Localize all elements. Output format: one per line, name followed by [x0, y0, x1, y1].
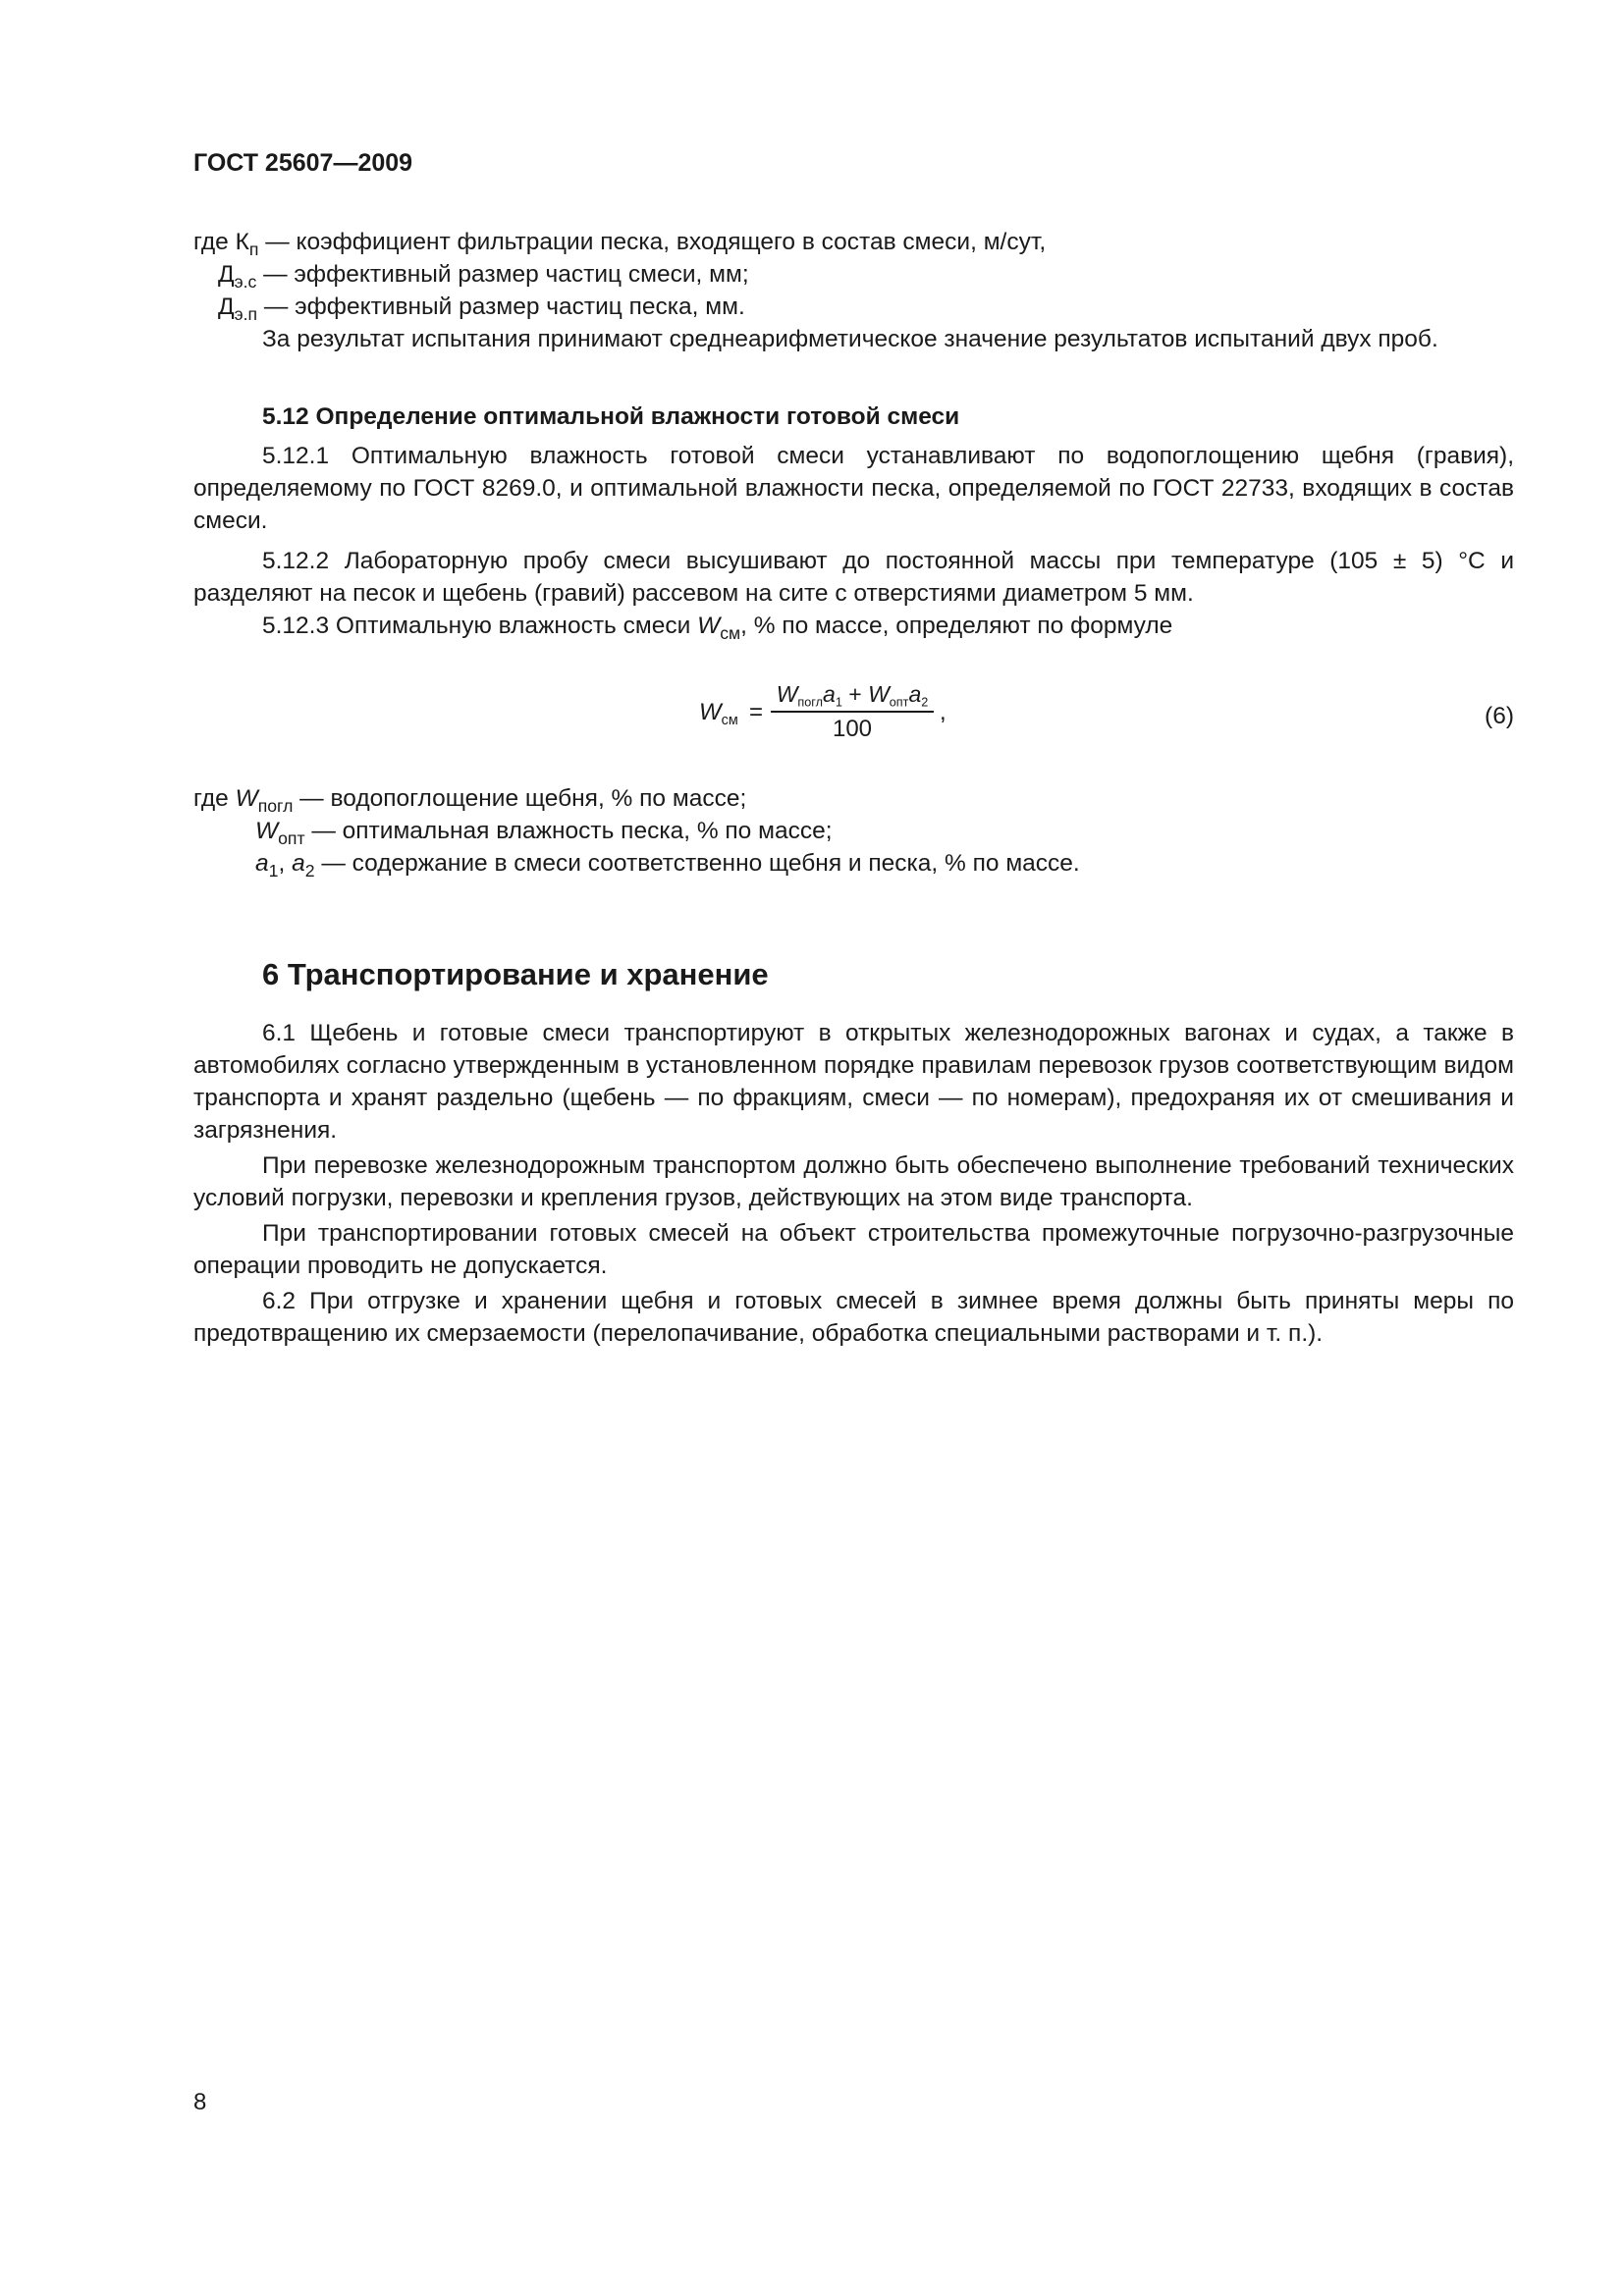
- formula-number: (6): [1485, 703, 1514, 729]
- result-paragraph: За результат испытания принимают среднеарифметическое значение результатов испытаний двух проб.: [262, 326, 1438, 352]
- definition-w-pogl: где $W_{погл}$ — водопоглощение щебня, % по массе;: [193, 785, 747, 817]
- chapter-6-body: [193, 1017, 1514, 1350]
- paragraph-5-12-1: 5.12.1 Оптимальную влажность готовой смеси устанавливают по водопоглощению щебня (гравия), определяемому по ГОСТ 8269.0, и оптимальной влажности песка, определяемой по ГОСТ 22733, входящих в состав смеси.: [193, 443, 1514, 534]
- formula-lhs: $W_{см}$: [699, 699, 738, 729]
- paragraph-6-1-rail: При перевозке железнодорожным транспортом должно быть обеспечено выполнение требований технических условий погрузки, перевозки и крепления грузов, действующих на этом виде транспорта.: [193, 1152, 1514, 1211]
- definition-dep: $Д_{э.п}$ — эффективный размер частиц песка, мм.: [218, 294, 745, 325]
- paragraph-6-1-transfer: При транспортировании готовых смесей на объект строительства промежуточные погрузочно-разгрузочные операции проводить не допускается.: [193, 1220, 1514, 1279]
- definition-w-opt: $W_{опт}$ — оптимальная влажность песка, % по массе;: [255, 818, 833, 849]
- section-5-12: [193, 400, 1514, 642]
- definition-a1-a2: $a_1$, $a_2$ — содержание в смеси соответственно щебня и песка, % по массе.: [255, 850, 1080, 881]
- paragraph-5-12-3: 5.12.3 Оптимальную влажность смеси $W_{см}$, % по массе, определяют по формуле: [262, 613, 1173, 644]
- definition-kp: где $К_п$ — коэффициент фильтрации песка, входящего в состав смеси, м/сут,: [193, 229, 1047, 260]
- paragraph-6-1: 6.1 Щебень и готовые смеси транспортируют в открытых железнодорожных вагонах и судах, а также в автомобилях согласно утвержденным в установленном порядке правилам перевозок грузов соответствующим видом транспорта и хранят раздельно (щебень — по фракциям, смеси — по номерам), предохраняя их от смешивания и загрязнения.: [193, 1020, 1514, 1144]
- chapter-6-title: 6 Транспортирование и хранение: [262, 957, 769, 991]
- definitions-block-moisture: [193, 782, 1514, 880]
- definitions-block-filtration: [193, 226, 1514, 355]
- paragraph-5-12-2: 5.12.2 Лабораторную пробу смеси высушивают до постоянной массы при температуре (105 ± 5) °С и разделяют на песок и щебень (гравий) рассевом на сите с отверстиями диаметром 5 мм.: [193, 548, 1514, 607]
- section-title: 5.12 Определение оптимальной влажности готовой смеси: [262, 403, 960, 430]
- definition-des: $Д_{э.с}$ — эффективный размер частиц смеси, мм;: [218, 261, 749, 293]
- document-header: ГОСТ 25607—2009: [193, 149, 413, 177]
- formula-6: $W_{см}$ = $W_{погл}a_1 + W_{опт}a_2$ 100 , (6): [193, 677, 1514, 756]
- paragraph-6-2: 6.2 При отгрузке и хранении щебня и готовых смесей в зимнее время должны быть приняты меры по предотвращению их смерзаемости (перелопачивание, обработка специальными растворами и т. п.).: [193, 1288, 1514, 1347]
- page-number: 8: [193, 2089, 207, 2115]
- formula-numerator: $W_{погл}a_1 + W_{опт}a_2$: [776, 681, 929, 710]
- formula-denominator: 100: [832, 716, 873, 742]
- formula-fraction: [769, 677, 936, 746]
